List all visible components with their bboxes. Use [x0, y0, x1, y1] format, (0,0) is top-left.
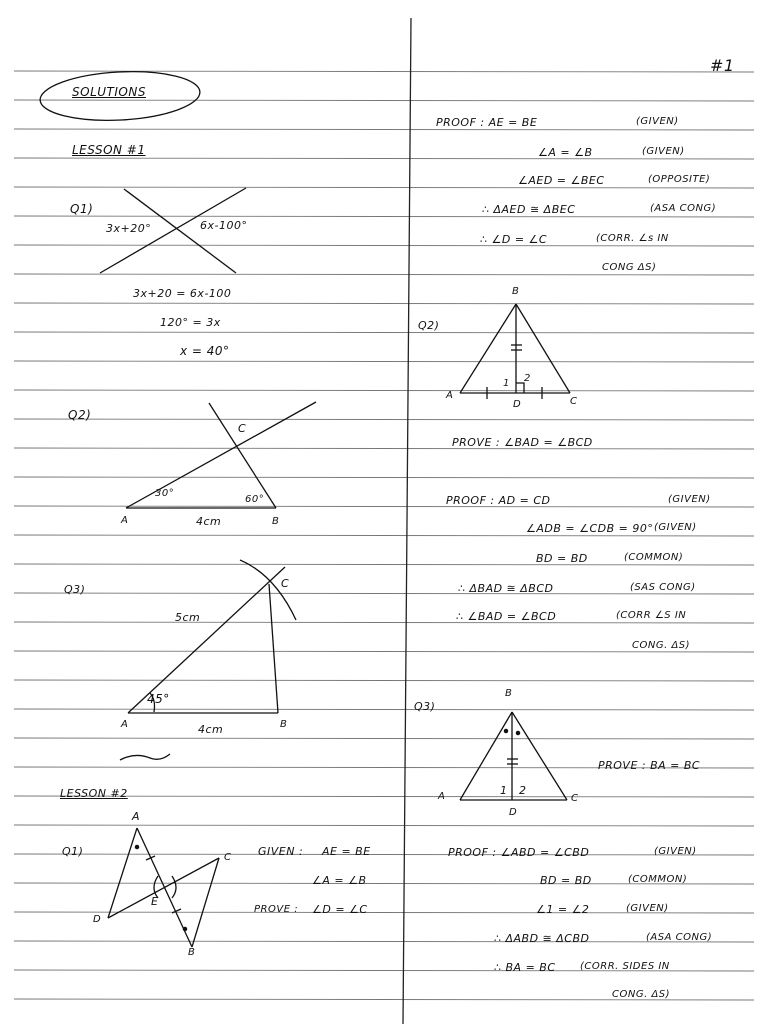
- l2-q1-seg-cb: [192, 858, 219, 947]
- proof-statement: BD = BD: [540, 874, 592, 887]
- proof-reason: (GIVEN): [636, 116, 679, 127]
- proof-statement: ∴ ∠D = ∠C: [480, 233, 548, 246]
- proof-statement: ∠A = ∠B: [538, 146, 593, 159]
- proof-reason: (CORR ∠S IN: [616, 610, 687, 621]
- r-q3-pt-d: D: [509, 807, 518, 818]
- proof-reason: (ASA CONG): [646, 932, 713, 943]
- l1-q2-angle-a: 30°: [155, 488, 175, 499]
- l1-q3-pt-c: C: [281, 577, 290, 590]
- r-q3-dot-1: [504, 729, 507, 732]
- r-q3-dot-2: [516, 731, 519, 734]
- r-q2-pt-d: D: [513, 399, 522, 410]
- squiggle-mark: [120, 754, 170, 760]
- l1-q2-pt-a: A: [121, 515, 129, 526]
- l2-q1-given1: AE = BE: [322, 845, 371, 858]
- proof-statement: PROOF : AE = BE: [436, 116, 538, 129]
- l2-q1-pt-c: C: [224, 852, 232, 863]
- l2-q1-pt-e: E: [151, 895, 159, 908]
- lesson2-heading: LESSON #2: [60, 787, 128, 800]
- r-q2-pt-a: A: [446, 390, 454, 401]
- lesson1-heading: LESSON #1: [72, 143, 146, 157]
- proof-reason: CONG. ΔS): [632, 640, 691, 651]
- r-q2-n2: 2: [524, 373, 531, 384]
- proof-reason: (ASA CONG): [650, 203, 717, 214]
- proof-statement: ∠AED = ∠BEC: [518, 174, 605, 187]
- l1-q1-label: Q1): [70, 202, 94, 216]
- page-number: #1: [710, 56, 735, 75]
- l2-q1-prove-label: PROVE :: [254, 904, 299, 915]
- r-q3-pt-c: C: [571, 793, 579, 804]
- l1-q3-pt-a: A: [121, 719, 129, 730]
- l2-q1-given-label: GIVEN :: [258, 845, 304, 858]
- proof-reason: CONG. ΔS): [612, 989, 671, 1000]
- r-q3-n2: 2: [519, 784, 527, 797]
- l2-q1-pt-a: A: [132, 810, 141, 823]
- r-q2-right-angle: [516, 383, 524, 393]
- l1-q3-arc: [240, 560, 296, 620]
- proof-statement: ∴ ΔBAD ≅ ΔBCD: [458, 582, 554, 595]
- page-title: SOLUTIONS: [72, 85, 146, 99]
- r-q2-prove: PROVE : ∠BAD = ∠BCD: [452, 436, 593, 449]
- proof-reason: (COMMON): [624, 552, 684, 563]
- proof-reason: (GIVEN): [668, 494, 711, 505]
- proof-statement: BD = BD: [536, 552, 588, 565]
- proof-reason: (GIVEN): [654, 522, 697, 533]
- proof-reason: (GIVEN): [626, 903, 669, 914]
- proof-reason: CONG ΔS): [602, 262, 657, 273]
- l2-q1-prove: ∠D = ∠C: [312, 903, 368, 916]
- l1-q3-side: 5cm: [175, 611, 201, 624]
- r-q3-pt-a: A: [438, 791, 446, 802]
- r-q3-pt-b: B: [505, 688, 513, 699]
- r-q2-n1: 1: [503, 378, 510, 389]
- l2-q1-dot-a: [135, 845, 138, 848]
- r-q3-label: Q3): [414, 700, 436, 713]
- l1-q2-angle-b: 60°: [245, 494, 265, 505]
- proof-reason: (CORR. ∠s IN: [596, 233, 669, 244]
- l2-q1-label: Q1): [62, 845, 84, 858]
- l1-q1-step3: x = 40°: [180, 344, 230, 358]
- l1-q1-angle-left: 3x+20°: [106, 222, 152, 235]
- l1-q1-step1: 3x+20 = 6x-100: [133, 287, 232, 300]
- l1-q3-base: 4cm: [198, 723, 224, 736]
- proof-reason: (GIVEN): [654, 846, 697, 857]
- l1-q1-angle-right: 6x-100°: [200, 219, 248, 232]
- proof-statement: ∴ BA = BC: [494, 961, 556, 974]
- proof-statement: PROOF : AD = CD: [446, 494, 551, 507]
- r-q2-pt-c: C: [570, 396, 578, 407]
- proof-statement: ∴ ∠BAD = ∠BCD: [456, 610, 557, 623]
- l2-q1-dot-b: [183, 927, 186, 930]
- r-q3-prove: PROVE : BA = BC: [598, 759, 701, 772]
- l1-q3-label: Q3): [64, 583, 86, 596]
- r-q2-pt-b: B: [512, 286, 520, 297]
- l1-q1-step2: 120° = 3x: [160, 316, 221, 329]
- l1-q2-pt-b: B: [272, 516, 280, 527]
- l1-q3-angle-a: 45°: [147, 692, 170, 706]
- proof-statement: ∠1 = ∠2: [536, 903, 590, 916]
- l1-q2-label: Q2): [68, 408, 92, 422]
- l1-q3-line-bc: [269, 584, 278, 713]
- l2-q1-given2: ∠A = ∠B: [312, 874, 367, 887]
- proof-reason: (GIVEN): [642, 146, 685, 157]
- proof-statement: PROOF : ∠ABD = ∠CBD: [448, 846, 590, 859]
- r-q3-n1: 1: [500, 784, 508, 797]
- l2-q1-pt-b: B: [188, 947, 196, 958]
- r-q2-label: Q2): [418, 319, 440, 332]
- proof-statement: ∴ ΔABD ≅ ΔCBD: [494, 932, 590, 945]
- proof-reason: (OPPOSITE): [648, 174, 711, 185]
- l1-q3-pt-b: B: [280, 719, 288, 730]
- proof-statement: ∴ ΔAED ≅ ΔBEC: [482, 203, 576, 216]
- proof-statement: ∠ADB = ∠CDB = 90°: [526, 522, 654, 535]
- l1-q2-base: 4cm: [196, 515, 222, 528]
- l1-q2-pt-c: C: [238, 422, 247, 435]
- proof-reason: (CORR. SIDES IN: [580, 961, 670, 972]
- proof-reason: (SAS CONG): [630, 582, 696, 593]
- l2-q1-pt-d: D: [93, 914, 102, 925]
- proof-reason: (COMMON): [628, 874, 688, 885]
